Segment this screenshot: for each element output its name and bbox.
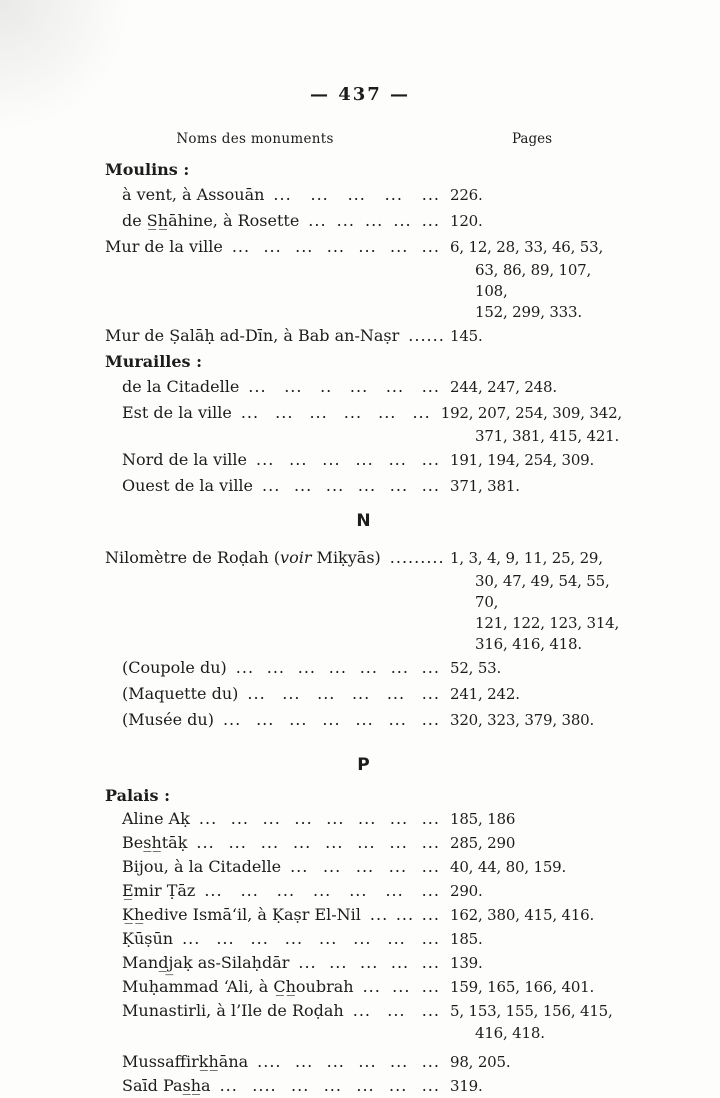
dot-group: ... (355, 450, 374, 469)
dot-leader (399, 323, 450, 348)
dot-group: .... (252, 1076, 277, 1095)
dot-group: ... (326, 237, 346, 256)
dot-group: ... (385, 377, 405, 396)
pages-continuation: 316, 416, 418. (475, 635, 582, 653)
index-entry (105, 1050, 622, 1074)
entry-pages: 6, 12, 28, 33, 46, 53, (450, 238, 604, 256)
entry-pages: 226. (450, 186, 483, 204)
dot-group: ... (336, 211, 355, 230)
index-entry (105, 400, 622, 426)
entry-name: Ḳūṣūn (122, 929, 174, 948)
dot-group: ... (387, 1001, 406, 1020)
column-headers (105, 131, 622, 147)
index-entry (105, 234, 622, 260)
index-entry (105, 903, 622, 927)
dot-group: ... (276, 881, 296, 900)
dot-group: ... (393, 211, 412, 230)
dot-group: ... (313, 881, 332, 900)
dot-leader (238, 681, 450, 706)
dot-leader (214, 707, 450, 732)
dot-group: ... (389, 833, 408, 852)
index-entry (105, 681, 622, 707)
dot-group: ... (347, 185, 366, 204)
dot-group: ... (421, 710, 440, 729)
entry-name: K̲h̲edive Ismā‘il, à Ḳaṣr El-Nil (122, 905, 361, 924)
entry-name-part: Nilomètre de Roḍah ( (105, 548, 281, 567)
dot-group: ... (421, 237, 440, 256)
dot-leader (381, 545, 450, 570)
dot-group: ... (291, 1076, 310, 1095)
index-entry (105, 855, 622, 879)
index-entry (105, 182, 622, 208)
column-header-names: Noms des monuments (176, 131, 334, 147)
dot-group: ... (260, 833, 280, 852)
dot-group: ... (360, 953, 379, 972)
entry-pages: 320, 323, 379, 380. (450, 711, 595, 729)
dot-group: ... (421, 1052, 440, 1071)
section-letter-p: P (357, 755, 370, 775)
entry-pages: 191, 194, 254, 309. (450, 451, 595, 469)
dot-group: ... (390, 237, 409, 256)
group-heading (105, 349, 622, 374)
index-entry (105, 208, 622, 234)
dot-group: ... (389, 476, 409, 495)
entry-pages: 162, 380, 415, 416. (450, 906, 595, 924)
dot-group: ... (310, 185, 329, 204)
dot-group: ... (355, 710, 374, 729)
dot-group: ... (322, 710, 341, 729)
dot-group: ... (250, 929, 269, 948)
entry-name: (Coupole du) (122, 658, 227, 677)
entry-name: Ouest de la ville (122, 476, 254, 495)
entry-pages: 40, 44, 80, 159. (450, 858, 567, 876)
index-entry (105, 655, 622, 681)
entry-pages: 285, 290 (450, 834, 516, 852)
entry-name: de S̲h̲āhine, à Rosette (122, 211, 300, 230)
dot-leader (227, 655, 450, 680)
dot-group: ... (198, 809, 218, 828)
dot-group: ... (349, 377, 369, 396)
group-label: Moulins : (105, 160, 190, 179)
dot-group: ... (317, 684, 336, 703)
dot-group: ... (426, 326, 445, 345)
section-p (105, 784, 622, 1098)
dot-group: ... (196, 833, 215, 852)
dot-group: ... (358, 237, 377, 256)
entry-pages: 98, 205. (450, 1053, 511, 1071)
index-entry (105, 927, 622, 951)
pages-continuation: 121, 122, 123, 314, (475, 614, 620, 632)
dot-group: ... (273, 185, 292, 204)
dot-group: .. (320, 377, 333, 396)
entry-pages: 244, 247, 248. (450, 378, 557, 396)
entry-name: Saīd Pas̲h̲a (122, 1076, 211, 1095)
dot-group: ... (412, 403, 431, 422)
dot-leader (195, 879, 450, 902)
dot-group: ... (297, 658, 316, 677)
pages-continuation: 152, 299, 333. (475, 303, 582, 321)
group-heading (105, 157, 622, 182)
section-m (105, 157, 622, 499)
dot-group: ... (421, 450, 440, 469)
entry-name: de la Citadelle (122, 377, 240, 396)
dot-group: ... (309, 403, 328, 422)
dot-group: ... (275, 403, 294, 422)
entry-pages: 319. (450, 1077, 483, 1095)
entry-pages: 139. (450, 954, 483, 972)
dot-group: ... (319, 929, 338, 948)
dot-group: ... (349, 881, 368, 900)
dot-group: ... (326, 1052, 345, 1071)
entry-name-italic: voir (280, 548, 312, 567)
dot-group: ... (219, 1076, 238, 1095)
dot-group: ... (421, 977, 440, 996)
dot-leader (211, 1074, 450, 1097)
pages-continuation: 63, 86, 89, 107, 108, (475, 261, 592, 300)
entry-name (105, 545, 381, 570)
index-entry (105, 374, 622, 400)
dot-group: ... (369, 905, 389, 924)
dot-group: ... (358, 1052, 377, 1071)
dot-group: ... (421, 1076, 440, 1095)
entry-name: Nord de la ville (122, 450, 248, 469)
dot-leader (354, 975, 450, 998)
index-list (105, 157, 622, 1098)
entry-pages: 241, 242. (450, 685, 520, 703)
dot-leader (247, 447, 450, 472)
entry-pages: 120. (450, 212, 483, 230)
dot-group: ... (289, 710, 308, 729)
dot-group: ... (204, 881, 223, 900)
dot-leader (361, 903, 450, 926)
entry-pages: 185, 186 (450, 810, 516, 828)
pages-continuation: 371, 381, 415, 421. (475, 427, 620, 445)
dot-group: ... (230, 809, 249, 828)
dot-group: ... (421, 929, 440, 948)
dot-leader (264, 182, 450, 207)
dot-group: ... (388, 857, 408, 876)
entry-name: Bes̲h̲tāḳ (122, 833, 188, 852)
dot-group: ... (295, 237, 314, 256)
dot-group: ... (328, 658, 347, 677)
dot-group: ... (290, 857, 309, 876)
dot-leader (253, 473, 450, 498)
dot-group: ... (293, 476, 313, 495)
dot-group: ... (421, 211, 440, 230)
dot-group: ... (266, 658, 286, 677)
dot-group: ... (351, 684, 371, 703)
dot-group: ... (323, 1076, 342, 1095)
dot-group: ... (358, 809, 377, 828)
dot-group: ... (392, 977, 411, 996)
entry-name-part: Miḳyās) (311, 548, 381, 567)
dot-group: ... (421, 185, 440, 204)
entry-name: (Musée du) (122, 710, 214, 729)
index-entry (105, 323, 622, 349)
dot-group: ... (284, 377, 303, 396)
dot-group: ... (421, 1001, 440, 1020)
dot-group: ... (387, 929, 406, 948)
dot-group: ... (421, 857, 440, 876)
index-entry (105, 951, 622, 975)
entry-pages: 5, 153, 155, 156, 415, (450, 1002, 613, 1020)
page-number: — 437 — (309, 84, 411, 105)
dot-group: ... (284, 929, 304, 948)
entry-name: à vent, à Assouān (122, 185, 265, 204)
dot-group: ... (421, 658, 440, 677)
dot-group: ... (388, 450, 407, 469)
entry-pages: 1, 3, 4, 9, 11, 25, 29, (450, 549, 603, 567)
dot-group: ... (308, 211, 327, 230)
dot-group: ... (247, 684, 266, 703)
dot-group: ... (294, 1052, 314, 1071)
dot-group: ... (343, 403, 363, 422)
dot-group: ... (262, 476, 281, 495)
dot-group: ... (357, 476, 377, 495)
dot-group: ... (421, 684, 440, 703)
dot-group: ... (385, 881, 404, 900)
dot-group: ... (357, 833, 376, 852)
index-entry (105, 879, 622, 903)
index-entry (105, 1074, 622, 1098)
dot-group: ... (248, 377, 267, 396)
dot-group: ... (353, 929, 372, 948)
group-label: Murailles : (105, 352, 203, 371)
dot-group: ... (365, 211, 384, 230)
index-entry (105, 975, 622, 999)
dot-group: ... (329, 953, 348, 972)
dot-leader (232, 400, 441, 425)
pages-continuation: 30, 47, 49, 54, 55, 70, (475, 572, 610, 611)
dot-group: .... (257, 1052, 282, 1071)
entry-name: (Maquette du) (122, 684, 239, 703)
entry-name: Mur de la ville (105, 237, 223, 256)
entry-name: Mur de Ṣalāḥ ad-Dīn, à Bab an-Naṣr (105, 326, 400, 345)
dot-group: ... (426, 548, 445, 567)
dot-leader (299, 208, 450, 233)
dot-group: ... (421, 377, 440, 396)
dot-group: ... (262, 809, 281, 828)
entry-pages: 185. (450, 930, 483, 948)
dot-group: ... (421, 905, 440, 924)
dot-group: ... (359, 658, 378, 677)
dot-leader (289, 951, 450, 974)
index-entry (105, 831, 622, 855)
dot-group: ... (390, 658, 409, 677)
dot-group: ... (240, 403, 260, 422)
entry-name: Est de la ville (122, 403, 232, 422)
section-n (105, 545, 622, 733)
entry-pages: 290. (450, 882, 483, 900)
dot-group: ... (235, 658, 255, 677)
dot-group: ... (362, 977, 381, 996)
dot-group: ... (352, 1001, 371, 1020)
dot-leader (239, 374, 450, 399)
dot-group: ... (294, 809, 313, 828)
dot-group: ... (421, 809, 440, 828)
dot-group: ... (389, 809, 409, 828)
dot-group: ... (231, 237, 251, 256)
entry-pages: 371, 381. (450, 477, 520, 495)
dot-group: ... (389, 548, 409, 567)
dot-group: ... (256, 710, 275, 729)
entry-name: Mussaffirk̲h̲āna (122, 1052, 249, 1071)
dot-leader (248, 1050, 450, 1073)
dot-group: ... (282, 684, 301, 703)
dot-group: ... (325, 833, 344, 852)
entry-name: Bijou, à la Citadelle (122, 857, 282, 876)
dot-group: ... (240, 881, 259, 900)
dot-group: ... (222, 710, 242, 729)
section-letter-n: N (356, 511, 371, 531)
entry-pages: 145. (450, 327, 483, 345)
index-entry (105, 545, 622, 571)
dot-group: ... (355, 857, 375, 876)
dot-leader (223, 234, 450, 259)
dot-group: ... (228, 833, 247, 852)
dot-group: ... (298, 953, 317, 972)
dot-group: ... (256, 450, 275, 469)
dot-group: ... (322, 857, 342, 876)
entry-pages: 159, 165, 166, 401. (450, 978, 595, 996)
dot-group: ... (421, 881, 440, 900)
dot-group: ... (395, 905, 415, 924)
index-entry (105, 999, 622, 1023)
dot-group: ... (408, 548, 427, 567)
index-entry (105, 447, 622, 473)
dot-leader (344, 999, 450, 1022)
dot-group: ... (292, 833, 312, 852)
dot-group: ... (390, 953, 410, 972)
dot-group: ... (421, 476, 440, 495)
entry-pages: 192, 207, 254, 309, 342, (440, 404, 622, 422)
index-entry (105, 473, 622, 499)
dot-group: ... (356, 1076, 375, 1095)
group-label: Palais : (105, 786, 170, 805)
entry-pages: 52, 53. (450, 659, 502, 677)
entry-name: Mand̲j̲aḳ as-Silaḥdār (122, 953, 290, 972)
dot-leader (190, 807, 450, 830)
dot-group: ... (289, 450, 308, 469)
dot-group: ... (378, 403, 397, 422)
column-header-pages: Pages (511, 131, 553, 147)
dot-group: ... (325, 476, 345, 495)
dot-leader (281, 855, 450, 878)
entry-name: E̲mir Ṭāz (122, 881, 196, 900)
dot-group: ... (408, 326, 427, 345)
index-entry (105, 807, 622, 831)
group-heading (105, 784, 622, 807)
dot-leader (173, 927, 450, 950)
entry-name: Aline Aḳ (122, 809, 190, 828)
dot-group: ... (421, 953, 440, 972)
dot-group: ... (216, 929, 235, 948)
entry-name: Muḥammad ‘Ali, à C̲h̲oubrah (122, 977, 354, 996)
dot-group: ... (421, 833, 440, 852)
dot-group: ... (182, 929, 201, 948)
dot-group: ... (326, 809, 345, 828)
dot-group: ... (322, 450, 341, 469)
dot-group: ... (386, 684, 406, 703)
dot-group: ... (389, 1076, 408, 1095)
dot-group: ... (390, 1052, 409, 1071)
entry-name: Munastirli, à l’Ile de Roḍah (122, 1001, 344, 1020)
dot-group: ... (388, 710, 407, 729)
pages-continuation: 416, 418. (475, 1024, 545, 1042)
dot-group: ... (263, 237, 282, 256)
index-entry (105, 707, 622, 733)
dot-leader (187, 831, 450, 854)
dot-group: ... (384, 185, 403, 204)
